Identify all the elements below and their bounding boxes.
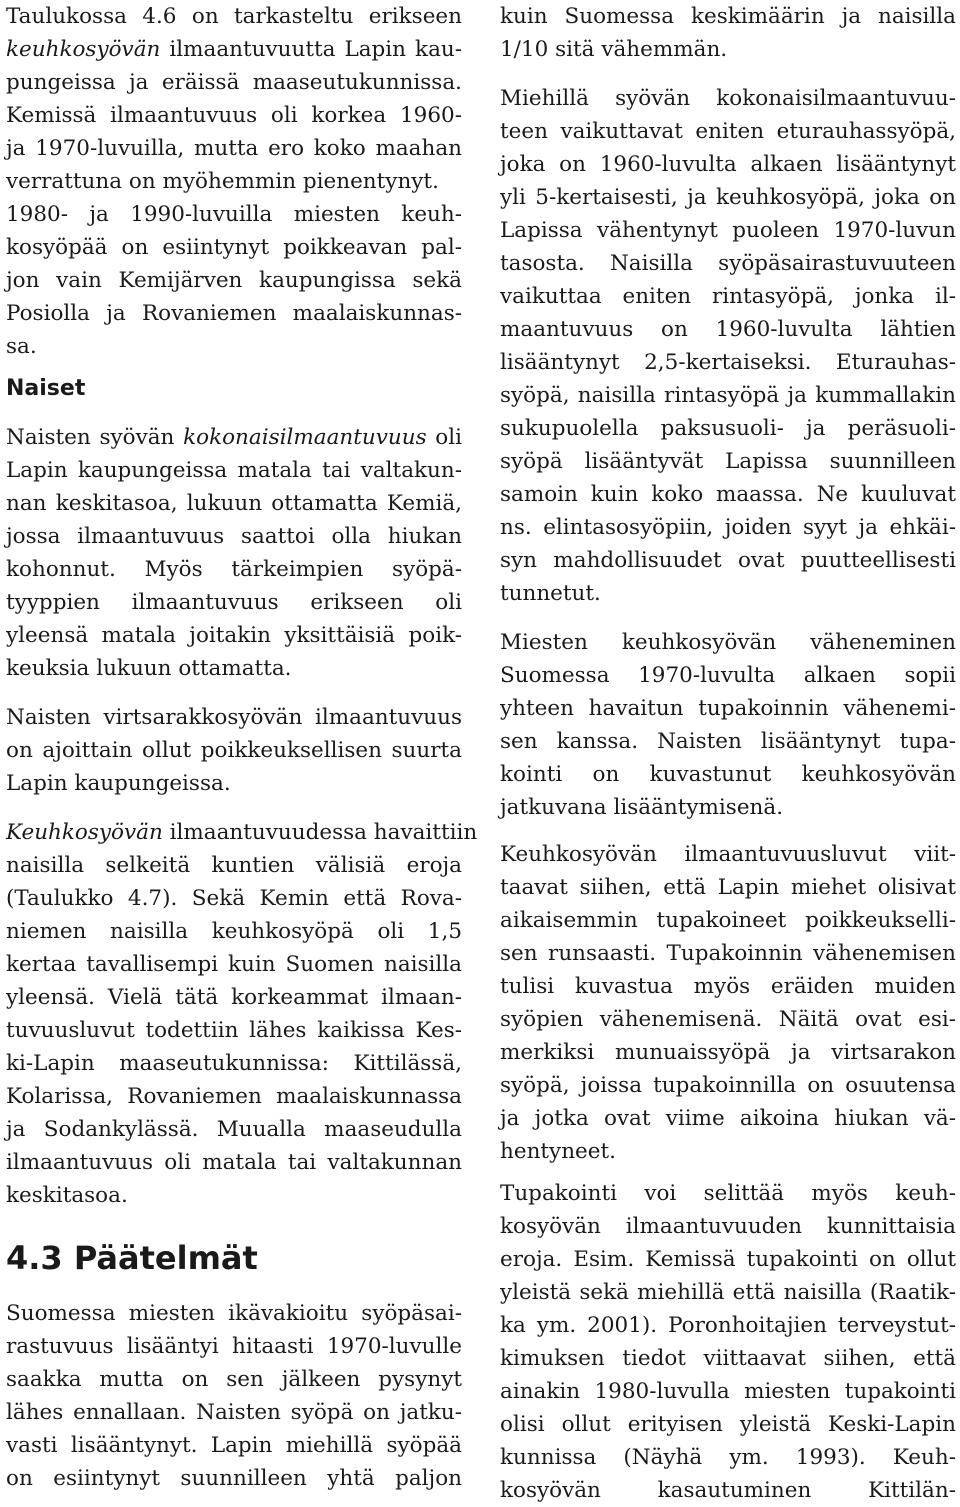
text-segment: ja 1970-luvuilla, mutta ero koko maahan	[6, 136, 462, 161]
text-segment: teen vaikuttavat eniten eturauhassyöpä,	[500, 119, 956, 144]
text-segment: Lapin kaupungeissa.	[6, 771, 231, 796]
italic-term: Keuhkosyövän	[6, 820, 163, 845]
text-line	[6, 1363, 462, 1396]
text-segment: syöpä, joissa tupakoinnilla on osuutensa	[500, 1073, 956, 1098]
text-line	[6, 231, 462, 264]
text-segment: vaikuttaa eniten rintasyöpä, jonka il-	[500, 284, 956, 309]
text-segment: Lapissa vähentynyt puoleen 1970-luvun	[500, 218, 956, 243]
text-line	[500, 1135, 956, 1168]
text-segment: ja jotka ovat viime aikoina hiukan vä-	[500, 1106, 956, 1131]
text-segment: on esiintynyt suunnilleen yhtä paljon	[6, 1466, 462, 1491]
text-segment: verrattuna on myöhemmin pienentynyt.	[6, 169, 439, 194]
text-line	[6, 1429, 462, 1462]
text-segment: tuvuusluvut todettiin lähes kaikissa Kes-	[6, 1018, 462, 1043]
text-segment: Kemissä ilmaantuvuus oli korkea 1960-	[6, 103, 462, 128]
text-segment: Miesten keuhkosyövän väheneminen	[500, 630, 956, 655]
text-line	[6, 1462, 462, 1495]
text-segment: kosyöpää on esiintynyt poikkeavan pal-	[6, 235, 462, 260]
text-line	[500, 148, 956, 181]
text-segment: pungeissa ja eräissä maaseutukunnissa.	[6, 70, 462, 95]
text-line	[500, 1342, 956, 1375]
text-line	[500, 82, 956, 115]
text-segment: tasosta. Naisilla syöpäsairastuvuuteen	[500, 251, 956, 276]
text-segment: ns. elintasosyöpiin, joiden syyt ja ehkäi-	[500, 515, 956, 540]
text-segment: syöpien vähenemisenä. Näitä ovat esi-	[500, 1007, 956, 1032]
text-line	[500, 1408, 956, 1441]
text-segment: kohonnut. Myös tärkeimpien syöpä-	[6, 557, 462, 582]
text-segment: aikaisemmin tupakoineet poikkeukselli-	[500, 908, 956, 933]
text-segment: merkiksi munuaissyöpä ja virtsarakon	[500, 1040, 956, 1065]
text-line	[500, 247, 956, 280]
text-line	[500, 511, 956, 544]
text-segment: Posiolla ja Rovaniemen maalaiskunnas-	[6, 301, 462, 326]
text-line	[6, 421, 462, 454]
text-line	[6, 165, 462, 198]
text-line	[6, 33, 462, 66]
text-line	[6, 330, 462, 363]
text-line	[6, 1047, 462, 1080]
text-line	[6, 586, 462, 619]
text-line	[500, 791, 956, 824]
text-line	[500, 412, 956, 445]
text-line	[6, 915, 462, 948]
italic-term: keuhkosyövän	[6, 37, 161, 62]
text-line	[6, 1396, 462, 1429]
text-segment: kointi on kuvastunut keuhkosyövän	[500, 762, 956, 787]
text-line	[6, 1080, 462, 1113]
text-line	[500, 659, 956, 692]
section-heading	[6, 1238, 258, 1278]
text-line	[500, 181, 956, 214]
text-segment: Keuhkosyövän ilmaantuvuusluvut viit-	[500, 842, 956, 867]
text-segment: ainakin 1980-luvulla miesten tupakointi	[500, 1379, 956, 1404]
text-line	[500, 838, 956, 871]
text-segment: Suomessa 1970-luvulta alkaen sopii	[500, 663, 956, 688]
text-segment: oli	[426, 425, 463, 450]
text-line	[500, 1276, 956, 1309]
text-line	[500, 1441, 956, 1474]
text-segment: olisi ollut erityisen yleistä Keski-Lapin	[500, 1412, 956, 1437]
text-line	[500, 1210, 956, 1243]
text-segment: hentyneet.	[500, 1139, 616, 1164]
text-line	[500, 692, 956, 725]
text-line	[500, 1474, 956, 1507]
subheading-naiset	[6, 372, 85, 405]
text-line	[6, 652, 462, 685]
text-line	[500, 1177, 956, 1210]
text-segment: yli 5-kertaisesti, ja keuhkosyöpä, joka on	[500, 185, 956, 210]
text-line	[500, 725, 956, 758]
text-segment: Miehillä syövän kokonaisilmaantuvuu-	[500, 86, 956, 111]
text-segment: naisilla selkeitä kuntien välisiä eroja	[6, 853, 462, 878]
text-line	[6, 701, 462, 734]
text-segment: Naiset	[6, 376, 86, 401]
italic-term: kokonaisilmaantuvuus	[183, 425, 427, 450]
text-segment: yleensä. Vielä tätä korkeammat ilmaan-	[6, 985, 462, 1010]
text-line	[500, 280, 956, 313]
text-segment: ilmaantuvuudessa havaittiin	[162, 820, 478, 845]
text-line	[6, 981, 462, 1014]
text-line	[500, 1375, 956, 1408]
text-segment: keuksia lukuun ottamatta.	[6, 656, 292, 681]
text-segment: sa.	[6, 334, 37, 359]
text-line	[500, 937, 956, 970]
text-line	[500, 970, 956, 1003]
text-line	[500, 1309, 956, 1342]
text-line	[6, 99, 462, 132]
text-line	[6, 264, 462, 297]
text-line	[500, 1036, 956, 1069]
text-segment: 1980- ja 1990-luvuilla miesten keuh-	[6, 202, 462, 227]
text-line	[500, 626, 956, 659]
text-line	[500, 33, 956, 66]
text-segment: rastuvuus lisääntyi hitaasti 1970-luvulle	[6, 1334, 462, 1359]
text-line	[500, 544, 956, 577]
text-line	[6, 1330, 462, 1363]
text-segment: yleistä sekä miehillä että naisilla (Raatik-	[500, 1280, 956, 1305]
text-line	[6, 948, 462, 981]
text-line	[6, 849, 462, 882]
text-line	[6, 297, 462, 330]
text-segment: syöpä lisääntyvät Lapissa suunnilleen	[500, 449, 956, 474]
text-line	[500, 871, 956, 904]
text-segment: keskitasoa.	[6, 1183, 128, 1208]
text-line	[500, 577, 956, 610]
text-segment: tyyppien ilmaantuvuus erikseen oli	[6, 590, 462, 615]
text-segment: yleensä matala joitakin yksittäisiä poik-	[6, 623, 462, 648]
text-segment: ki-Lapin maaseutukunnissa: Kittilässä,	[6, 1051, 462, 1076]
text-line	[500, 758, 956, 791]
text-line	[500, 214, 956, 247]
text-line	[500, 0, 956, 33]
text-line	[500, 445, 956, 478]
text-line	[6, 553, 462, 586]
text-line	[6, 767, 462, 800]
text-segment: tunnetut.	[500, 581, 601, 606]
text-segment: 1/10 sitä vähemmän.	[500, 37, 728, 62]
text-segment: Tupakointi voi selittää myös keuh-	[500, 1181, 956, 1206]
text-line	[500, 904, 956, 937]
text-segment: kosyövän ilmaantuvuuden kunnittaisia	[500, 1214, 956, 1239]
text-segment: kunnissa (Näyhä ym. 1993). Keuh-	[500, 1445, 956, 1470]
text-segment: vasti lisääntynyt. Lapin miehillä syöpää	[6, 1433, 462, 1458]
text-segment: Kolarissa, Rovaniemen maalaiskunnassa	[6, 1084, 462, 1109]
text-segment: Taulukossa 4.6 on tarkasteltu erikseen	[6, 4, 462, 29]
text-line	[500, 1003, 956, 1036]
text-segment: taavat siihen, että Lapin miehet olisivat	[500, 875, 956, 900]
text-segment: (Taulukko 4.7). Sekä Kemin että Rova-	[6, 886, 462, 911]
text-segment: jon vain Kemijärven kaupungissa sekä	[6, 268, 462, 293]
text-segment: Naisten virtsarakkosyövän ilmaantuvuus	[6, 705, 462, 730]
text-segment: ilmaantuvuutta Lapin kau-	[160, 37, 462, 62]
text-segment: tulisi kuvastua myös eräiden muiden	[500, 974, 956, 999]
text-line	[6, 1146, 462, 1179]
text-line	[6, 132, 462, 165]
text-segment: Naisten syövän	[6, 425, 184, 450]
text-segment: sen kanssa. Naisten lisääntynyt tupa-	[500, 729, 956, 754]
text-segment: ka ym. 2001). Poronhoitajien terveystut-	[500, 1313, 956, 1338]
text-line	[6, 882, 462, 915]
text-line	[500, 1243, 956, 1276]
text-line	[6, 816, 478, 849]
text-segment: sen runsaasti. Tupakoinnin vähenemisen	[500, 941, 956, 966]
text-line	[500, 1102, 956, 1135]
text-segment: maantuvuus on 1960-luvulta lähtien	[500, 317, 956, 342]
text-segment: lisääntynyt 2,5-kertaiseksi. Eturauhas-	[500, 350, 956, 375]
text-line	[6, 520, 462, 553]
text-segment: eroja. Esim. Kemissä tupakointi on ollut	[500, 1247, 956, 1272]
text-line	[500, 1069, 956, 1102]
text-line	[500, 379, 956, 412]
text-segment: nan keskitasoa, lukuun ottamatta Kemiä,	[6, 491, 462, 516]
text-segment: kertaa tavallisempi kuin Suomen naisilla	[6, 952, 462, 977]
text-segment: lähes ennallaan. Naisten syöpä on jatku-	[6, 1400, 462, 1425]
text-line	[6, 619, 462, 652]
text-line	[6, 1113, 462, 1146]
text-line	[6, 0, 462, 33]
text-segment: 4.3 Päätelmät	[6, 1239, 258, 1277]
text-segment: saakka mutta on sen jälkeen pysynyt	[6, 1367, 462, 1392]
text-line	[6, 198, 462, 231]
text-segment: Suomessa miesten ikävakioitu syöpäsai-	[6, 1301, 462, 1326]
text-segment: joka on 1960-luvulta alkaen lisääntynyt	[500, 152, 956, 177]
text-segment: niemen naisilla keuhkosyöpä oli 1,5	[6, 919, 462, 944]
text-segment: ja Sodankylässä. Muualla maaseudulla	[6, 1117, 462, 1142]
text-line	[6, 487, 462, 520]
text-segment: jatkuvana lisääntymisenä.	[500, 795, 784, 820]
text-segment: kimuksen tiedot viittaavat siihen, että	[500, 1346, 956, 1371]
text-line	[6, 66, 462, 99]
text-segment: jossa ilmaantuvuus saattoi olla hiukan	[6, 524, 462, 549]
text-segment: syöpä, naisilla rintasyöpä ja kummallakin	[500, 383, 956, 408]
text-line	[6, 734, 462, 767]
text-line	[6, 1014, 462, 1047]
text-line	[500, 346, 956, 379]
text-segment: sukupuolella paksusuoli- ja peräsuoli-	[500, 416, 956, 441]
text-line	[500, 115, 956, 148]
text-line	[500, 313, 956, 346]
text-line	[500, 478, 956, 511]
text-line	[6, 454, 462, 487]
text-segment: kosyövän kasautuminen Kittilän-	[500, 1478, 956, 1503]
text-segment: yhteen havaitun tupakoinnin vähenemi-	[500, 696, 956, 721]
text-segment: on ajoittain ollut poikkeuksellisen suurta	[6, 738, 462, 763]
text-segment: samoin kuin koko maassa. Ne kuuluvat	[500, 482, 956, 507]
text-segment: ilmaantuvuus oli matala tai valtakunnan	[6, 1150, 462, 1175]
text-segment: syn mahdollisuudet ovat puutteellisesti	[500, 548, 956, 573]
text-segment: kuin Suomessa keskimäärin ja naisilla	[500, 4, 956, 29]
text-line	[6, 1179, 462, 1212]
text-segment: Lapin kaupungeissa matala tai valtakun-	[6, 458, 462, 483]
text-line	[6, 1297, 462, 1330]
